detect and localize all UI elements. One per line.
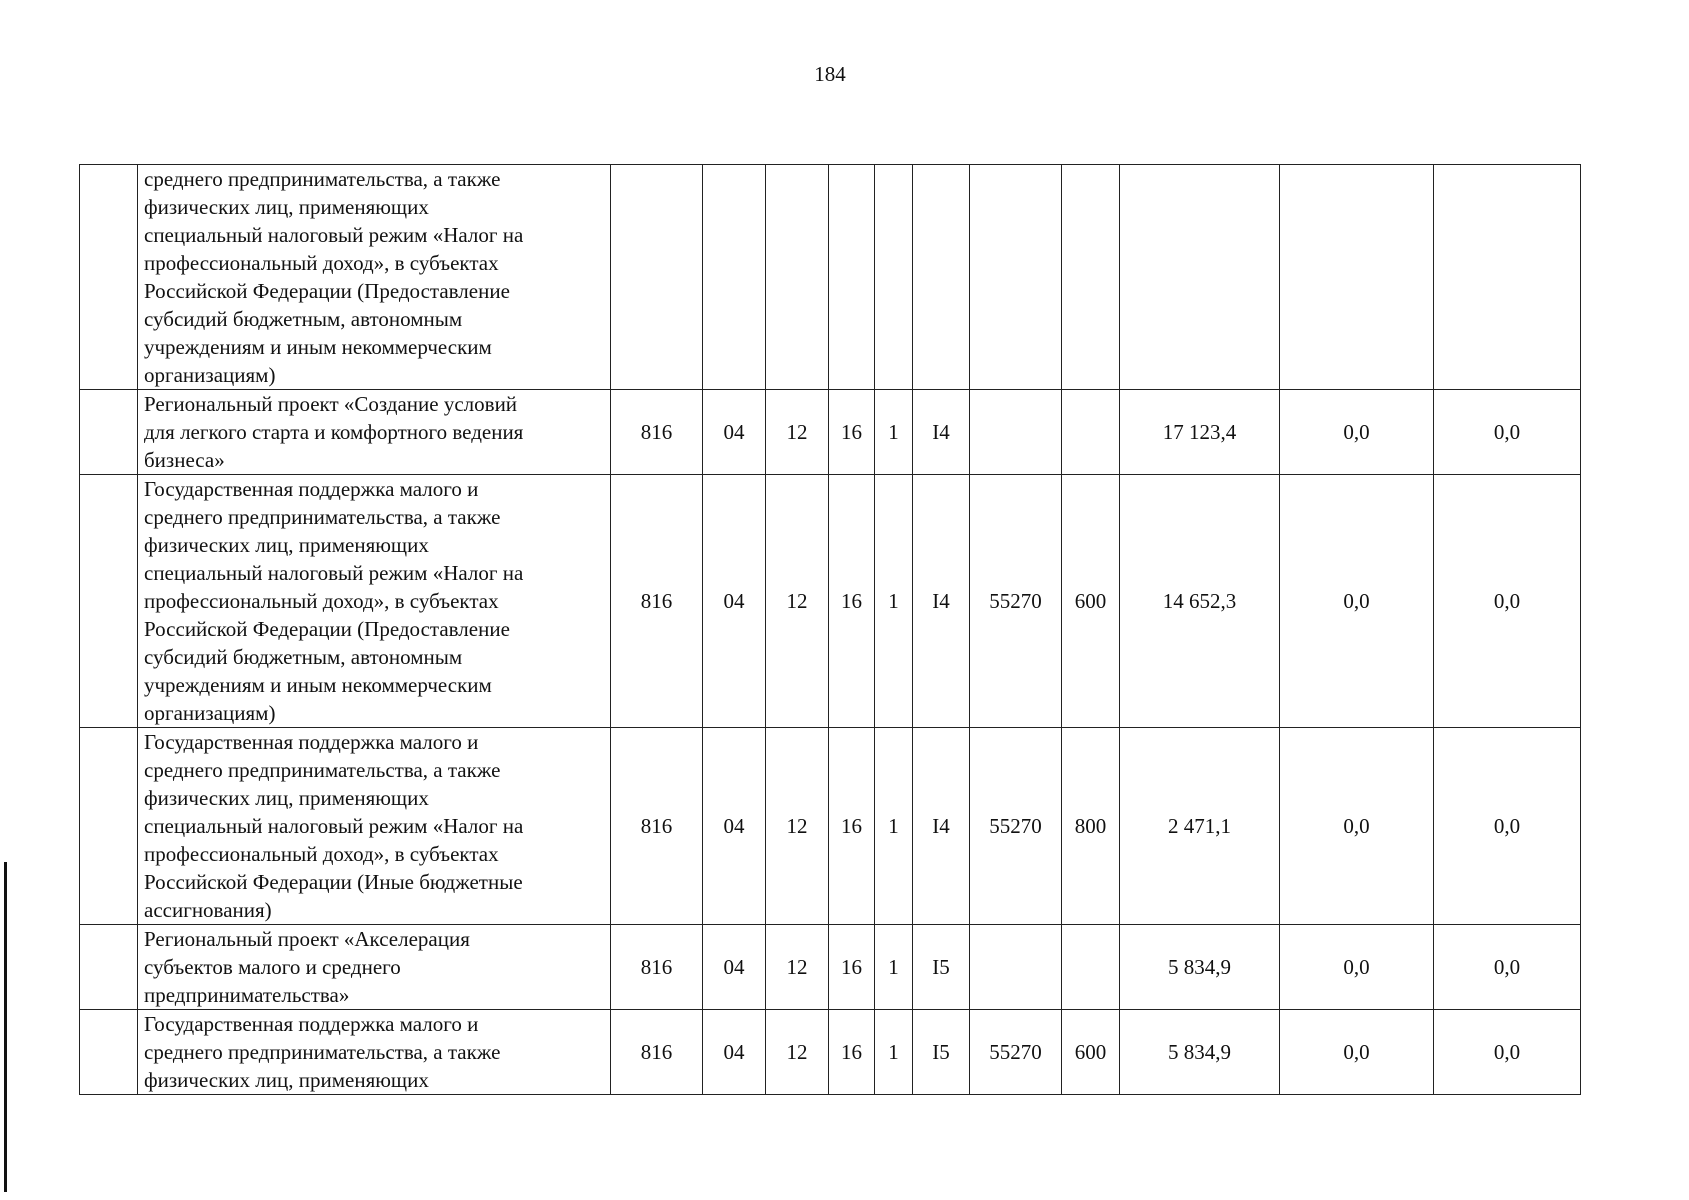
- expense-type-cell: 800: [1062, 728, 1120, 925]
- direction-code-cell: 55270: [970, 728, 1062, 925]
- ministry-code-cell: [611, 165, 703, 390]
- ministry-code-cell: 816: [611, 390, 703, 475]
- project-code-cell: [913, 165, 970, 390]
- row-index-cell: [80, 475, 138, 728]
- ministry-code-cell: 816: [611, 475, 703, 728]
- item-name-cell: Региональный проект «Акселерация субъектов малого и среднего предпринимательства»: [138, 925, 611, 1010]
- page-number: 184: [814, 62, 846, 86]
- amount-year3-cell: 0,0: [1434, 390, 1581, 475]
- table-row: [80, 728, 1581, 925]
- item-name-cell: Региональный проект «Создание условий для легкого старта и комфортного ведения бизнеса»: [138, 390, 611, 475]
- amount-year1-cell: 2 471,1: [1120, 728, 1280, 925]
- section-code-cell: 04: [703, 475, 766, 728]
- amount-year2-cell: 0,0: [1280, 728, 1434, 925]
- project-code-cell: I5: [913, 1010, 970, 1095]
- ministry-code-cell: 816: [611, 1010, 703, 1095]
- subprogram-code-cell: 1: [875, 390, 913, 475]
- ministry-code-cell: 816: [611, 925, 703, 1010]
- program-code-cell: 16: [829, 390, 875, 475]
- section-code-cell: 04: [703, 1010, 766, 1095]
- subprogram-code-cell: 1: [875, 925, 913, 1010]
- subsection-code-cell: 12: [766, 475, 829, 728]
- project-code-cell: I4: [913, 728, 970, 925]
- program-code-cell: 16: [829, 925, 875, 1010]
- item-name-cell: Государственная поддержка малого и среднего предпринимательства, а также физических лиц, применяющих: [138, 1010, 611, 1095]
- row-index-cell: [80, 165, 138, 390]
- section-code-cell: 04: [703, 925, 766, 1010]
- section-code-cell: 04: [703, 728, 766, 925]
- direction-code-cell: 55270: [970, 475, 1062, 728]
- amount-year3-cell: [1434, 165, 1581, 390]
- ministry-code-cell: 816: [611, 728, 703, 925]
- subsection-code-cell: 12: [766, 728, 829, 925]
- row-index-cell: [80, 1010, 138, 1095]
- row-index-cell: [80, 390, 138, 475]
- amount-year2-cell: 0,0: [1280, 925, 1434, 1010]
- table-row: [80, 475, 1581, 728]
- subsection-code-cell: 12: [766, 925, 829, 1010]
- direction-code-cell: [970, 165, 1062, 390]
- amount-year3-cell: 0,0: [1434, 728, 1581, 925]
- row-index-cell: [80, 925, 138, 1010]
- amount-year3-cell: 0,0: [1434, 925, 1581, 1010]
- subprogram-code-cell: 1: [875, 728, 913, 925]
- amount-year1-cell: 5 834,9: [1120, 1010, 1280, 1095]
- section-code-cell: [703, 165, 766, 390]
- expense-type-cell: [1062, 165, 1120, 390]
- table-row: [80, 1010, 1581, 1095]
- expense-type-cell: 600: [1062, 475, 1120, 728]
- subprogram-code-cell: 1: [875, 1010, 913, 1095]
- amount-year1-cell: 14 652,3: [1120, 475, 1280, 728]
- amount-year2-cell: 0,0: [1280, 475, 1434, 728]
- program-code-cell: 16: [829, 475, 875, 728]
- amount-year1-cell: 17 123,4: [1120, 390, 1280, 475]
- program-code-cell: 16: [829, 1010, 875, 1095]
- amount-year3-cell: 0,0: [1434, 1010, 1581, 1095]
- budget-table: [79, 164, 1581, 1095]
- expense-type-cell: 600: [1062, 1010, 1120, 1095]
- direction-code-cell: [970, 925, 1062, 1010]
- project-code-cell: I4: [913, 475, 970, 728]
- program-code-cell: 16: [829, 728, 875, 925]
- amount-year1-cell: 5 834,9: [1120, 925, 1280, 1010]
- table-row: [80, 925, 1581, 1010]
- direction-code-cell: 55270: [970, 1010, 1062, 1095]
- direction-code-cell: [970, 390, 1062, 475]
- scan-margin-line: [4, 862, 7, 1192]
- project-code-cell: I4: [913, 390, 970, 475]
- expense-type-cell: [1062, 925, 1120, 1010]
- project-code-cell: I5: [913, 925, 970, 1010]
- subsection-code-cell: 12: [766, 1010, 829, 1095]
- amount-year2-cell: 0,0: [1280, 1010, 1434, 1095]
- amount-year2-cell: [1280, 165, 1434, 390]
- subprogram-code-cell: [875, 165, 913, 390]
- table-row: [80, 165, 1581, 390]
- section-code-cell: 04: [703, 390, 766, 475]
- amount-year1-cell: [1120, 165, 1280, 390]
- row-index-cell: [80, 728, 138, 925]
- subprogram-code-cell: 1: [875, 475, 913, 728]
- program-code-cell: [829, 165, 875, 390]
- table-row: [80, 390, 1581, 475]
- item-name-cell: Государственная поддержка малого и среднего предпринимательства, а также физических лиц, применяющих специальный налоговый режим «Налог на профессиональный доход», в субъектах Российской Федерации (Иные бюджетные ассигнования): [138, 728, 611, 925]
- amount-year3-cell: 0,0: [1434, 475, 1581, 728]
- amount-year2-cell: 0,0: [1280, 390, 1434, 475]
- item-name-cell: Государственная поддержка малого и среднего предпринимательства, а также физических лиц, применяющих специальный налоговый режим «Налог на профессиональный доход», в субъектах Российской Федерации (Предоставление субсидий бюджетным, автономным учреждениям и иным некоммерческим организациям): [138, 475, 611, 728]
- subsection-code-cell: 12: [766, 390, 829, 475]
- subsection-code-cell: [766, 165, 829, 390]
- item-name-cell: среднего предпринимательства, а также физических лиц, применяющих специальный налоговый режим «Налог на профессиональный доход», в субъектах Российской Федерации (Предоставление субсидий бюджетным, автономным учреждениям и иным некоммерческим организациям): [138, 165, 611, 390]
- expense-type-cell: [1062, 390, 1120, 475]
